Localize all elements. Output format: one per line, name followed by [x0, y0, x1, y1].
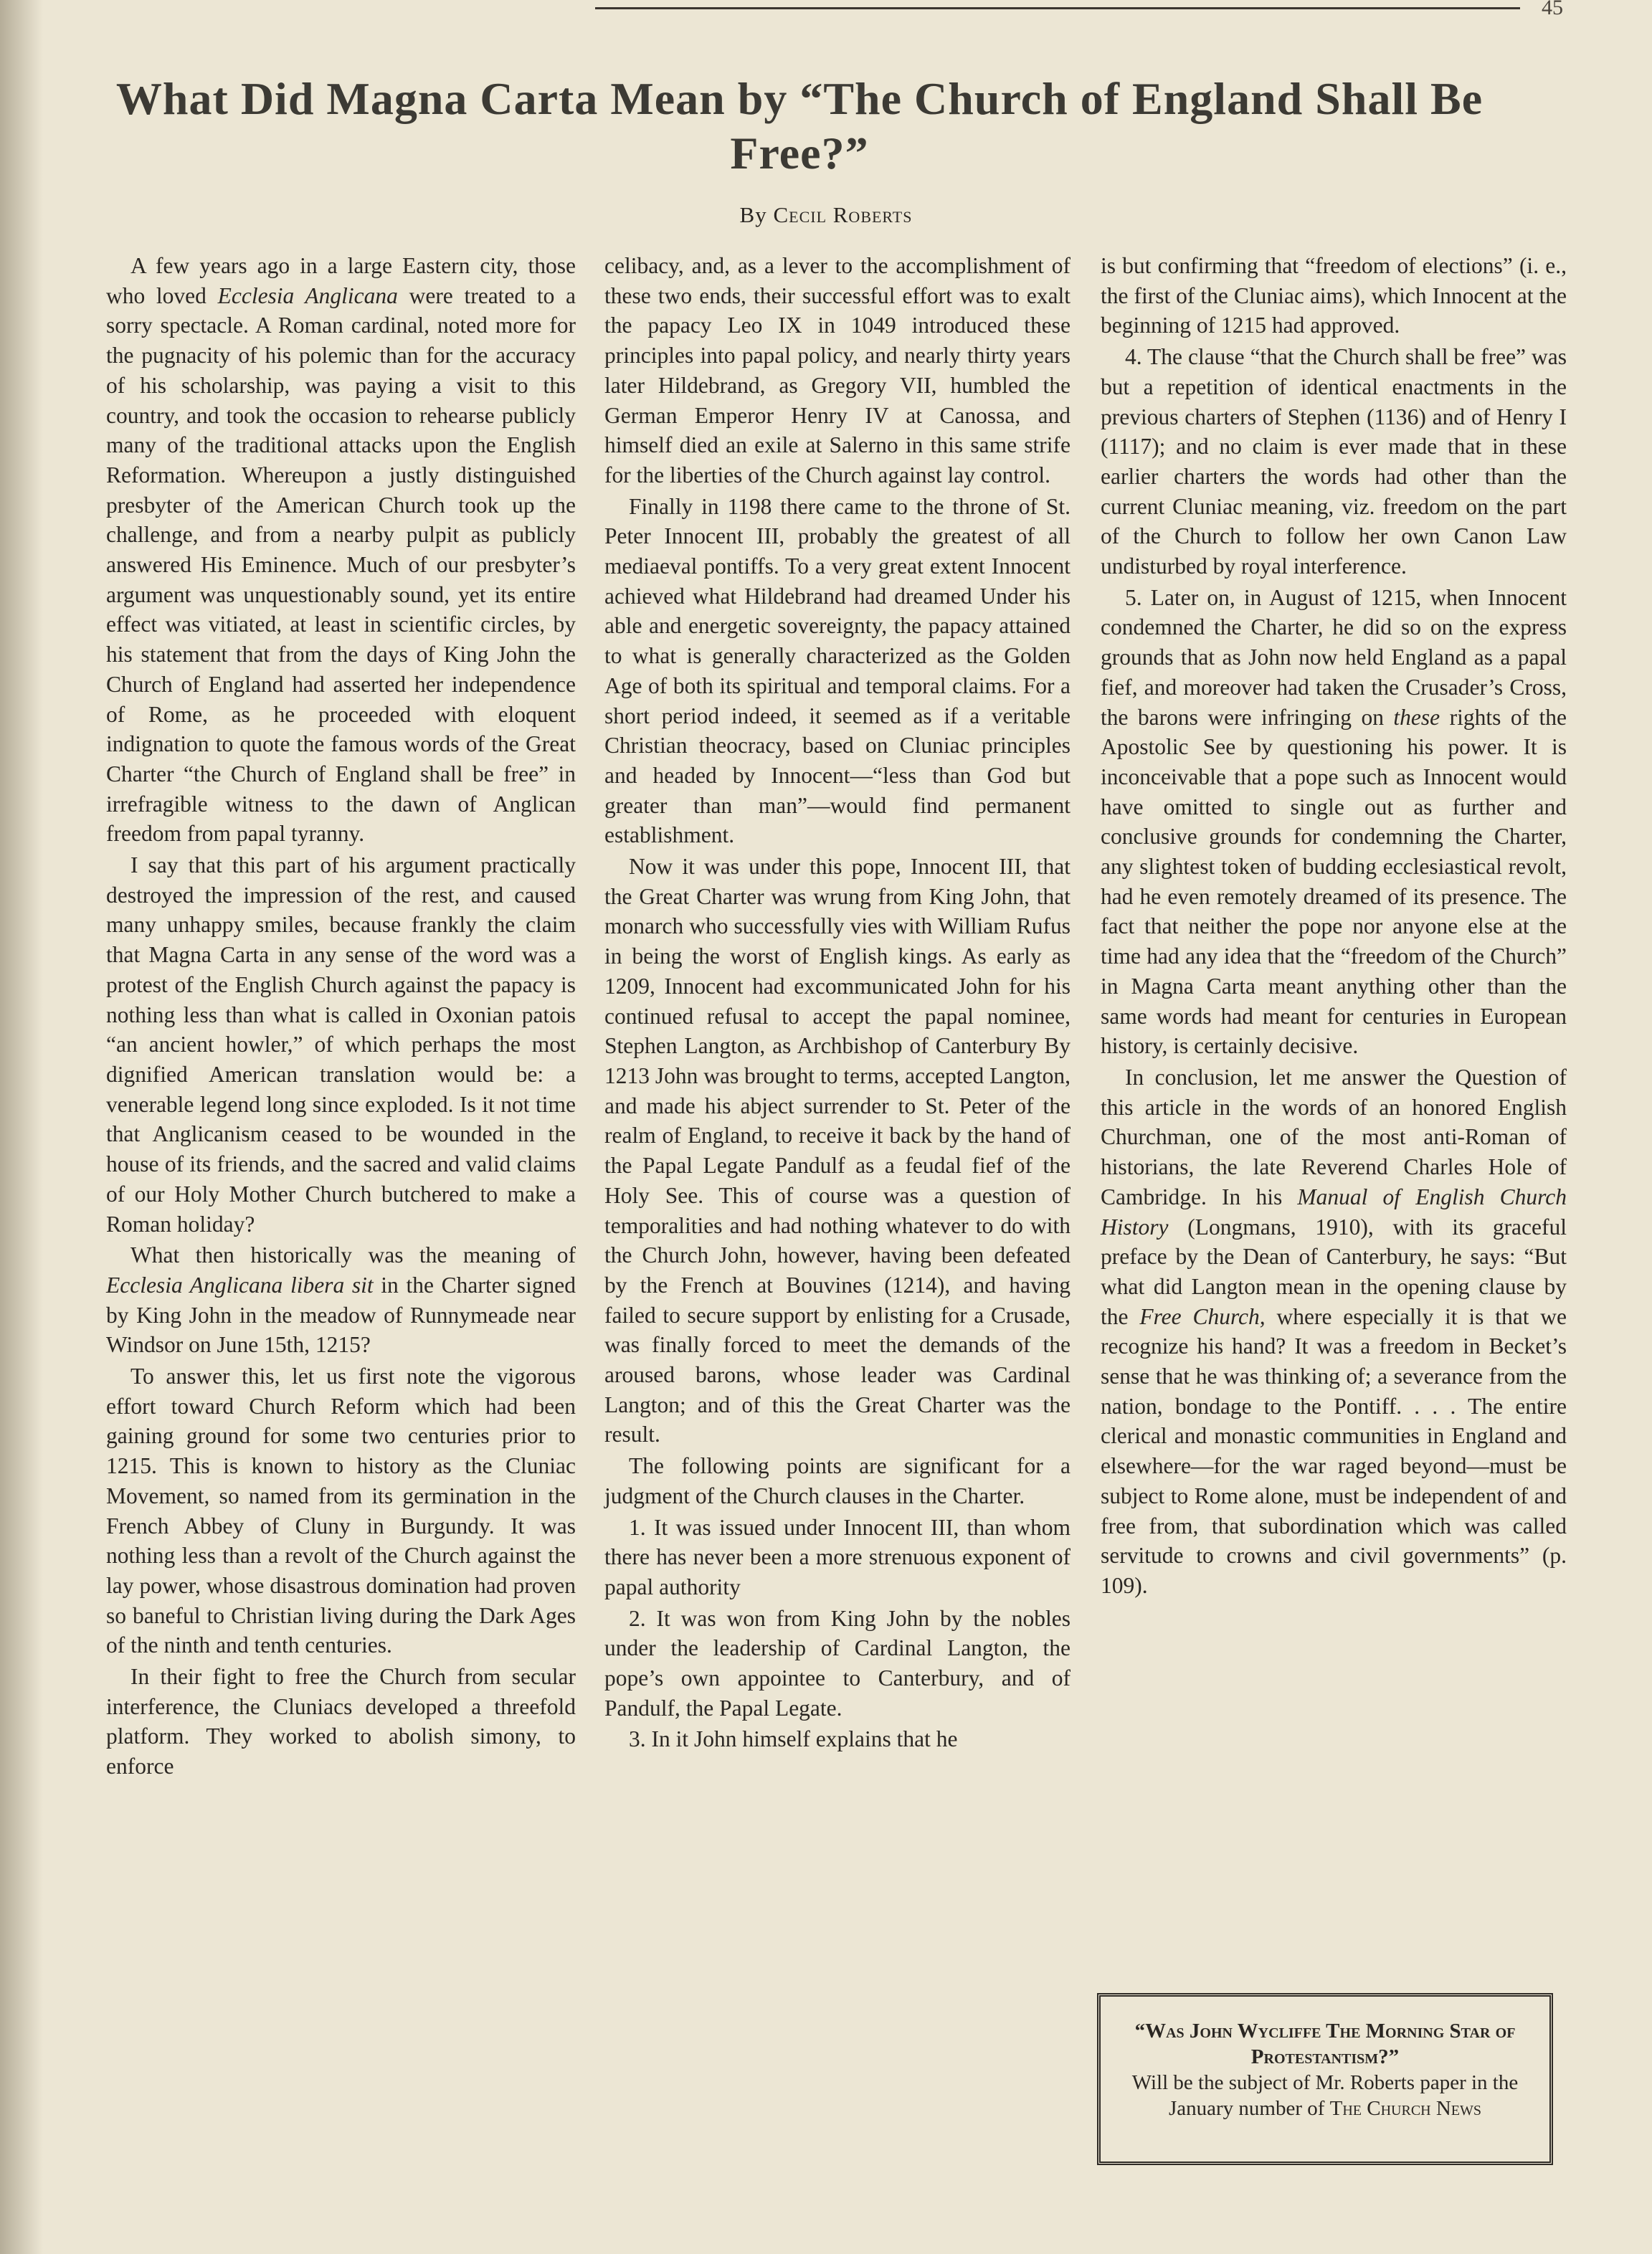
article-paragraph: 1. It was issued under Innocent III, than whom there has never been a more strenuous exponent of papal authority: [604, 1514, 1071, 1599]
article-paragraph: Finally in 1198 there came to the throne of St. Peter Innocent III, probably the greatest of all mediaeval pontiffs. To a very great extent Innocent achieved what Hildebrand had dreamed Under his able and energetic sovereignty, the papacy attained to what is generally characterized as the Golden Age of both its spiritual and temporal claims. For a short period indeed, it seemed as if a veritable Christian theocracy, based on Cluniac principles and headed by Innocent—“less than God but greater than man”—would find permanent establishment.: [604, 493, 1071, 848]
notice-publication: The Church News: [1329, 2097, 1482, 2120]
italic-phrase: Manual of English Church History: [1101, 1184, 1567, 1240]
page-number: 45: [1542, 0, 1563, 19]
article-paragraph: What then historically was the meaning of Ecclesia Anglicana libera sit in the Charter signed by King John in the meadow of Runnymeade near Windsor on June 15th, 1215?: [106, 1242, 576, 1358]
article-paragraph: To answer this, let us first note the vigorous effort toward Church Reform which had been gaining ground for some two centuries prior to 1215. This is known to history as the Cluniac Movement, so named from its germination in the French Abbey of Cluny in Burgundy. It was nothing less than a revolt of the Church against the lay power, whose disastrous domination had proven so baneful to Christian living during the Dark Ages of the ninth and tenth centuries.: [106, 1364, 576, 1658]
page-gutter-shadow: [0, 0, 43, 2254]
article-paragraph: 4. The clause “that the Church shall be free” was but a repetition of identical enactments in the previous charters of Stephen (1136) and of Henry I (1117); and no claim is ever made that in these earlier charters the words had other than the current Cluniac meaning, viz. freedom on the part of the Church to follow her own Canon Law undisturbed by royal interference.: [1101, 344, 1567, 579]
author-name: Cecil Roberts: [773, 202, 913, 227]
italic-phrase: Ecclesia Anglicana: [217, 282, 398, 308]
article-paragraph: is but confirming that “freedom of elections” (i. e., the first of the Cluniac aims), which Innocent at the beginning of 1215 had approved.: [1101, 253, 1567, 338]
italic-phrase: these: [1393, 704, 1440, 730]
article-paragraph: 2. It was won from King John by the nobles under the leadership of Cardinal Langton, the pope’s own appointee to Canterbury, and of Pandulf, the Papal Legate.: [604, 1605, 1071, 1721]
article-paragraph: 3. In it John himself explains that he: [629, 1726, 958, 1752]
notice-body: [1101, 2070, 1549, 2121]
column-3: [1101, 251, 1567, 1601]
article-paragraph: 5. Later on, in August of 1215, when Innocent condemned the Charter, he did so on the express grounds that as John now held England as a papal fief, and moreover had taken the Crusader’s Cross, the barons were infringing on these rights of the Apostolic See by questioning his power. It is inconceivable that a pope such as Innocent would have omitted to single out as further and conclusive grounds for condemning the Charter, any slightest token of budding ecclesiastical revolt, had he even remotely dreamed of its presence. The fact that neither the pope nor anyone else at the time had any idea that the “freedom of the Church” in Magna Carta meant anything other than the same words had meant for centuries in European history, is certainly decisive.: [1101, 584, 1567, 1059]
upcoming-article-notice: [1097, 1993, 1553, 2165]
article-paragraph: Now it was under this pope, Innocent III, that the Great Charter was wrung from King John, that monarch who successfully vies with William Rufus in being the worst of English kings. As early as 1209, Innocent had excommunicated John for his continued refusal to accept the papal nominee, Stephen Langton, as Archbishop of Canterbury By 1213 John was brought to terms, accepted Langton, and made his abject surrender to St. Peter of the realm of England, to receive it back by the hand of the Papal Legate Pandulf as a feudal fief of the Holy See. This of course was a question of temporalities and had nothing whatever to do with the Church John, however, having been defeated by the French at Bouvines (1214), and having failed to secure support by enlisting for a Crusade, was finally forced to meet the demands of the aroused barons, whose leader was Cardinal Langton; and of this the Great Charter was the result.: [604, 854, 1071, 1447]
article-title: What Did Magna Carta Mean by “The Church of England Shall Be Free?”: [115, 73, 1484, 179]
article-paragraph: In conclusion, let me answer the Question of this article in the words of an honored English Churchman, one of the most anti-Roman of historians, the late Reverend Charles Hole of Cambridge. In his Manual of English Church History (Longmans, 1910), with its graceful preface by the Dean of Canterbury, he says: “But what did Langton mean in the opening clause by the Free Church, where especially it is that we recognize his hand? It was a freedom in Becket’s sense that he was thinking of; a severance from the nation, bondage to the Pontiff. . . . The entire clerical and monastic communities in England and elsewhere—for the war raged beyond—must be subject to Rome alone, must be independent of and free from, that subordination which was called servitude to crowns and civil governments” (p. 109).: [1101, 1064, 1567, 1598]
column-1: [106, 251, 576, 1782]
article-paragraph: In their fight to free the Church from secular interference, the Cluniacs developed a threefold platform. They worked to abolish simony, to enforce: [106, 1664, 576, 1779]
italic-phrase: Ecclesia Anglicana libera sit: [106, 1272, 374, 1298]
notice-headline: “Was John Wycliffe The Morning Star of Protestantism?”: [1134, 2020, 1516, 2068]
article-paragraph: The following points are significant for a judgment of the Church clauses in the Charter.: [604, 1453, 1071, 1508]
italic-phrase: Free Church,: [1139, 1303, 1266, 1329]
article-paragraph: I say that this part of his argument practically destroyed the impression of the rest, and caused many unhappy smiles, because frankly the claim that Magna Carta in any sense of the word was a protest of the English Church against the papacy is nothing less than what is called in Oxonian patois “an ancient howler,” of which perhaps the most dignified American translation would be: a venerable legend long since exploded. Is it not time that Anglicanism ceased to be wounded in the house of its friends, and the sacred and valid claims of our Holy Mother Church butchered to make a Roman holiday?: [106, 852, 576, 1237]
article-paragraph: A few years ago in a large Eastern city, those who loved Ecclesia Anglicana were treated to a sorry spectacle. A Roman cardinal, noted more for the pugnacity of his polemic than for the accuracy of his scholarship, was paying a visit to this country, and took the occasion to rehearse publicly many of the traditional attacks upon the English Reformation. Whereupon a justly distinguished presbyter of the American Church took up the challenge, and from a nearby pulpit as publicly answered His Eminence. Much of our presbyter’s argument was unquestionably sound, yet its entire effect was vitiated, at least in scientific circles, by his statement that from the days of King John the Church of England had asserted her independence of Rome, as he proceeded with eloquent indignation to quote the famous words of the Great Charter “the Church of England shall be free” in irrefragible witness to the dawn of Anglican freedom from papal tyranny.: [106, 253, 576, 847]
column-2: [604, 251, 1071, 1754]
byline-prefix: By: [739, 202, 767, 227]
article-paragraph: celibacy, and, as a lever to the accomplishment of these two ends, their successful effort was to exalt the papacy Leo IX in 1049 introduced these principles into papal policy, and nearly thirty years later Hildebrand, as Gregory VII, humbled the German Emperor Henry IV at Canossa, and himself died an exile at Salerno in this same strife for the liberties of the Church against lay control.: [604, 253, 1071, 488]
notice-body-text: Will be the subject of Mr. Roberts paper in the January number of: [1131, 2071, 1519, 2120]
byline: [0, 202, 1652, 228]
header-rule: [595, 7, 1520, 9]
